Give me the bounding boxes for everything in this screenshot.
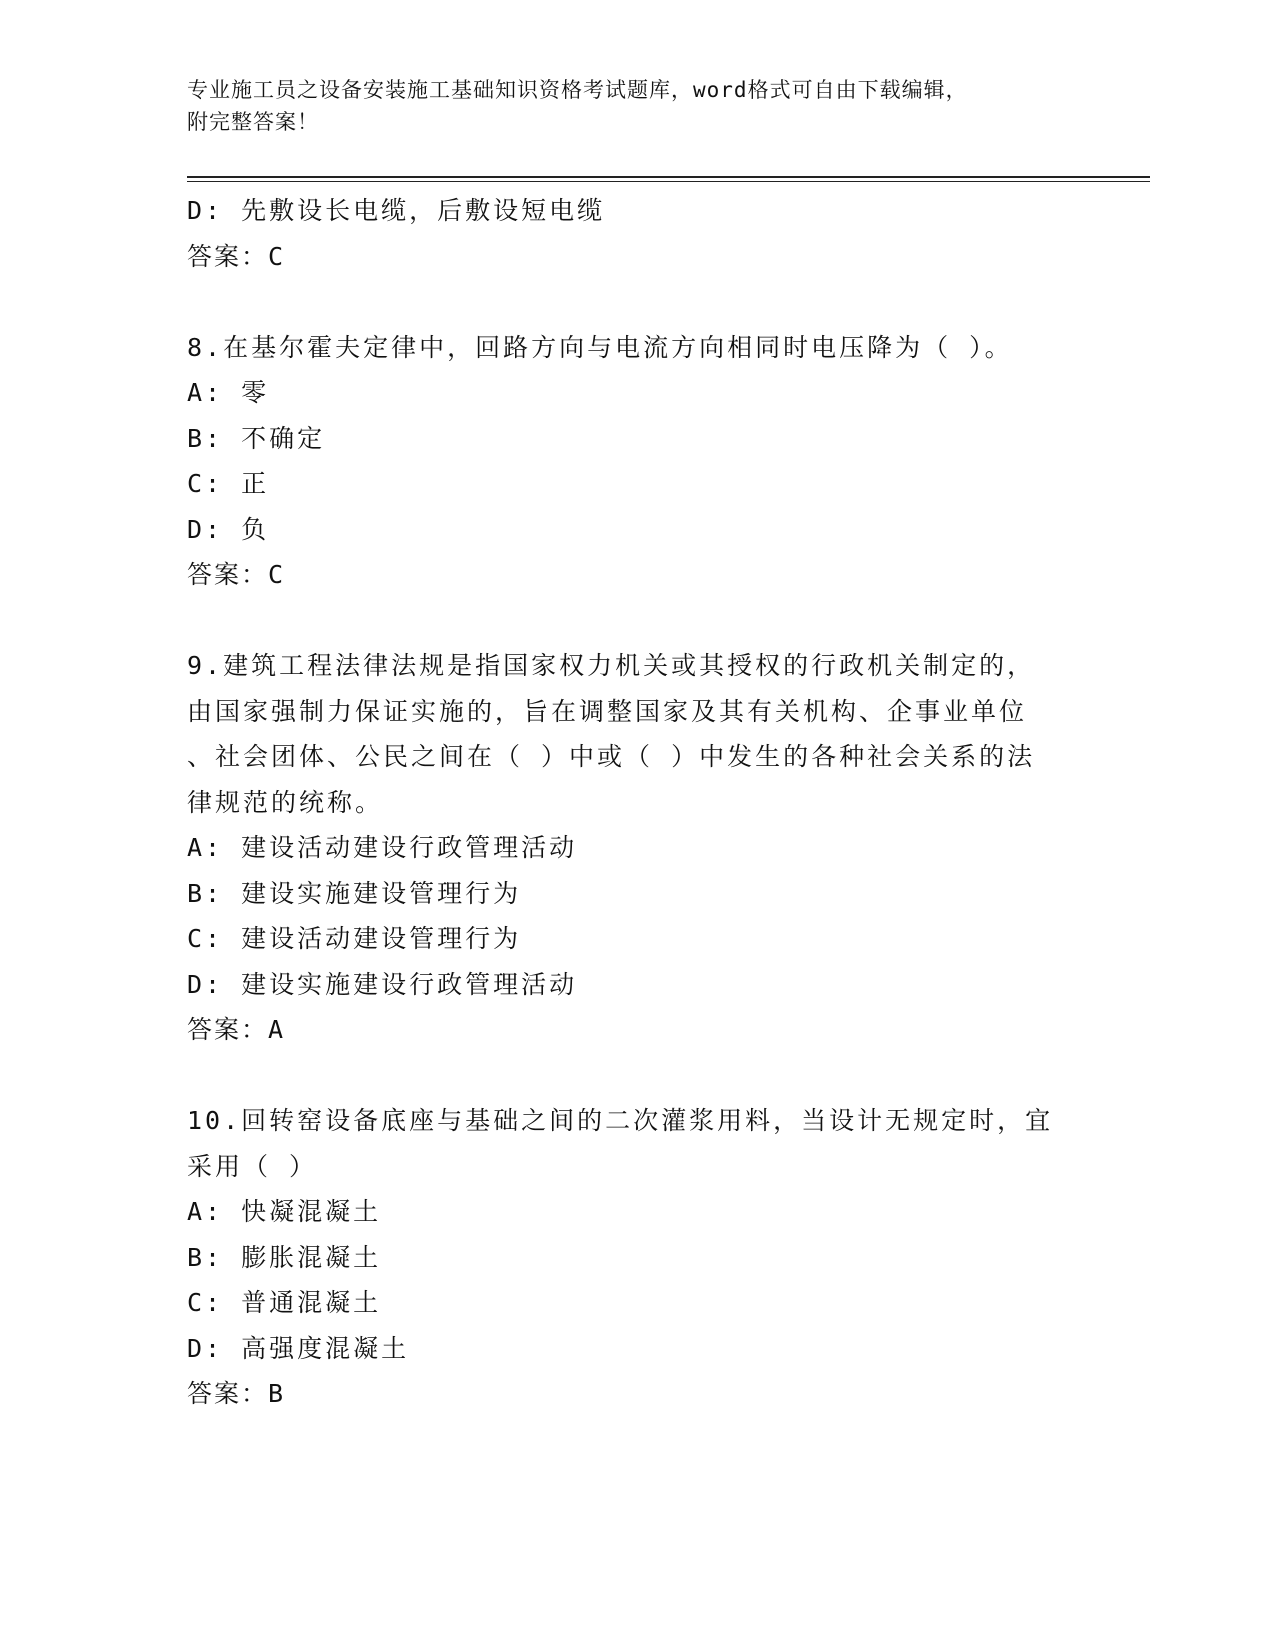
question-9	[187, 643, 1087, 1053]
header-divider	[187, 176, 1150, 178]
question-10	[187, 1098, 1087, 1417]
spacer	[187, 1053, 1087, 1099]
option-a: A: 快凝混凝土	[187, 1197, 382, 1226]
question-8	[187, 325, 1087, 598]
option-a: A: 零	[187, 378, 270, 407]
option-a: A: 建设活动建设行政管理活动	[187, 833, 578, 862]
spacer	[187, 598, 1087, 644]
header-divider-thin	[187, 181, 1150, 182]
question-stem-line: 、社会团体、公民之间在（ ）中或（ ）中发生的各种社会关系的法	[187, 742, 1036, 771]
question-stem-line: 采用（ ）	[187, 1151, 318, 1181]
question-stem-line: 律规范的统称。	[187, 787, 384, 817]
document-header	[187, 74, 1087, 138]
spacer	[187, 279, 1087, 325]
question-stem-line: 由国家强制力保证实施的，旨在调整国家及其有关机构、企事业单位	[187, 696, 1028, 726]
option-d: D: 负	[187, 514, 270, 544]
answer: 答案：A	[187, 1015, 286, 1044]
option-b: B: 膨胀混凝土	[187, 1242, 382, 1272]
option-d: D: 建设实施建设行政管理活动	[187, 969, 578, 999]
question-7-tail	[187, 188, 1087, 279]
question-list	[187, 188, 1087, 1417]
question-stem-line: 10.回转窑设备底座与基础之间的二次灌浆用料，当设计无规定时，宜	[187, 1106, 1054, 1135]
header-line-1: 专业施工员之设备安装施工基础知识资格考试题库，word格式可自由下载编辑，	[187, 78, 968, 102]
option-d: D: 先敷设长电缆，后敷设短电缆	[187, 196, 606, 225]
option-c: C: 普通混凝土	[187, 1288, 382, 1317]
option-b: B: 建设实施建设管理行为	[187, 878, 522, 908]
question-stem: 8.在基尔霍夫定律中，回路方向与电流方向相同时电压降为（ ）。	[187, 332, 1013, 362]
option-c: C: 建设活动建设管理行为	[187, 924, 522, 953]
header-line-2: 附完整答案！	[187, 110, 319, 134]
answer: 答案：B	[187, 1379, 286, 1408]
question-stem-line: 9.建筑工程法律法规是指国家权力机关或其授权的行政机关制定的，	[187, 651, 1036, 680]
answer: 答案：C	[187, 241, 286, 271]
option-b: B: 不确定	[187, 423, 326, 453]
option-c: C: 正	[187, 469, 270, 498]
answer: 答案：C	[187, 560, 286, 589]
option-d: D: 高强度混凝土	[187, 1333, 410, 1363]
